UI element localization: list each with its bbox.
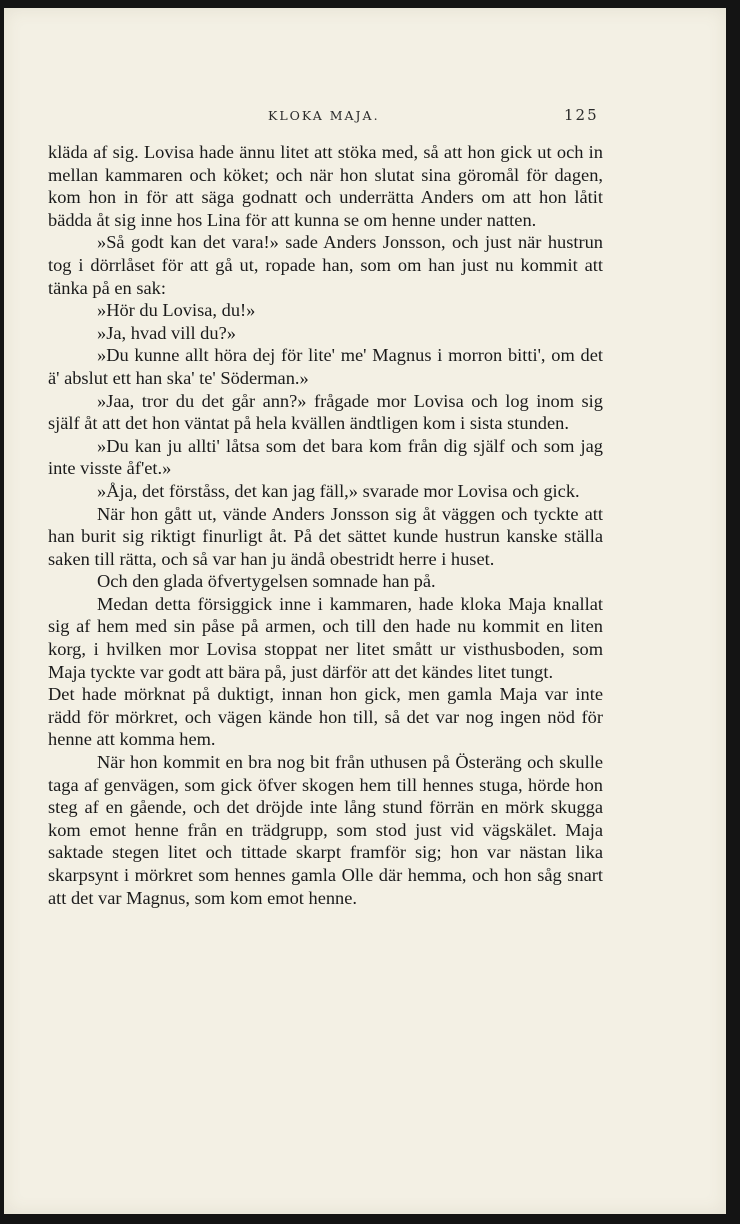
paragraph-6: »Jaa, tror du det går ann?» frågade mor Lovisa och log inom sig själf åt att det hon väntat på hela kvällen ändtligen kom i sista stunden. bbox=[48, 390, 603, 434]
paragraph-10: Och den glada öfvertygelsen somnade han på. bbox=[97, 571, 436, 592]
paragraph-13: När hon kommit en bra nog bit från uthusen på Österäng och skulle taga af genvägen, som gick öfver skogen hem till hennes stuga, hörde hon steg af en gående, och det dröjde inte lång stund förrän en mörk skugga kom emot henne från en trädgrupp, som stod just vid vägskälet. Maja saktade stegen litet och tittade skarpt framför sig; hon var nästan lika skarpsynt i mörkret som hennes gamla Olle där hemma, och hon såg snart att det var Magnus, som kom emot henne. bbox=[48, 752, 603, 908]
paragraph-1: kläda af sig. Lovisa hade ännu litet att stöka med, så att hon gick ut och in mellan kammaren och köket; och när hon slutat sina göromål för dagen, kom hon in för att säga godnatt och underrätta Anders om att hon låtit bädda åt sig inne hos Lina för att kunna se om henne under natten. bbox=[48, 142, 603, 230]
page-number: 125 bbox=[564, 106, 599, 124]
paragraph-11: Medan detta försiggick inne i kammaren, hade kloka Maja knallat sig af hem med sin påse på armen, och till den hade nu kommit en liten korg, i hvilken mor Lovisa stoppat ner litet smått ur visthusboden, som Maja tyckte var godt att bära på, just därför att det kändes litet tungt. bbox=[48, 593, 603, 682]
paragraph-9: När hon gått ut, vände Anders Jonsson sig åt väggen och tyckte att han burit sig riktigt finurligt åt. På det sättet kunde hustrun kanske ställa saken till rätta, och så var han ju ändå obestridt herre i huset. bbox=[48, 503, 603, 569]
paragraph-8: »Åja, det förståss, det kan jag fäll,» svarade mor Lovisa och gick. bbox=[97, 480, 580, 501]
paragraph-7: »Du kan ju allti' låtsa som det bara kom från dig själf och som jag inte visste åf'et.» bbox=[48, 435, 603, 479]
paragraph-5: »Du kunne allt höra dej för lite' me' Magnus i morron bitti', om det ä' abslut ett han ska' te' Söderman.» bbox=[48, 345, 603, 388]
paragraph-4: »Ja, hvad vill du?» bbox=[97, 322, 236, 343]
body-text bbox=[48, 141, 603, 909]
paragraph-12: Det hade mörknat på duktigt, innan hon gick, men gamla Maja var inte rädd för mörkret, och vägen kände hon till, så det var nog ingen nöd för henne att komma hem. bbox=[48, 684, 603, 750]
page-header bbox=[4, 108, 726, 128]
paragraph-2: »Så godt kan det vara!» sade Anders Jonsson, och just när hustrun tog i dörrlåset för att gå ut, ropade han, som om han just nu kommit att tänka på en sak: bbox=[48, 232, 603, 298]
paragraph-3: »Hör du Lovisa, du!» bbox=[97, 300, 256, 321]
running-title: KLOKA MAJA. bbox=[268, 108, 380, 123]
book-page bbox=[4, 8, 726, 1214]
